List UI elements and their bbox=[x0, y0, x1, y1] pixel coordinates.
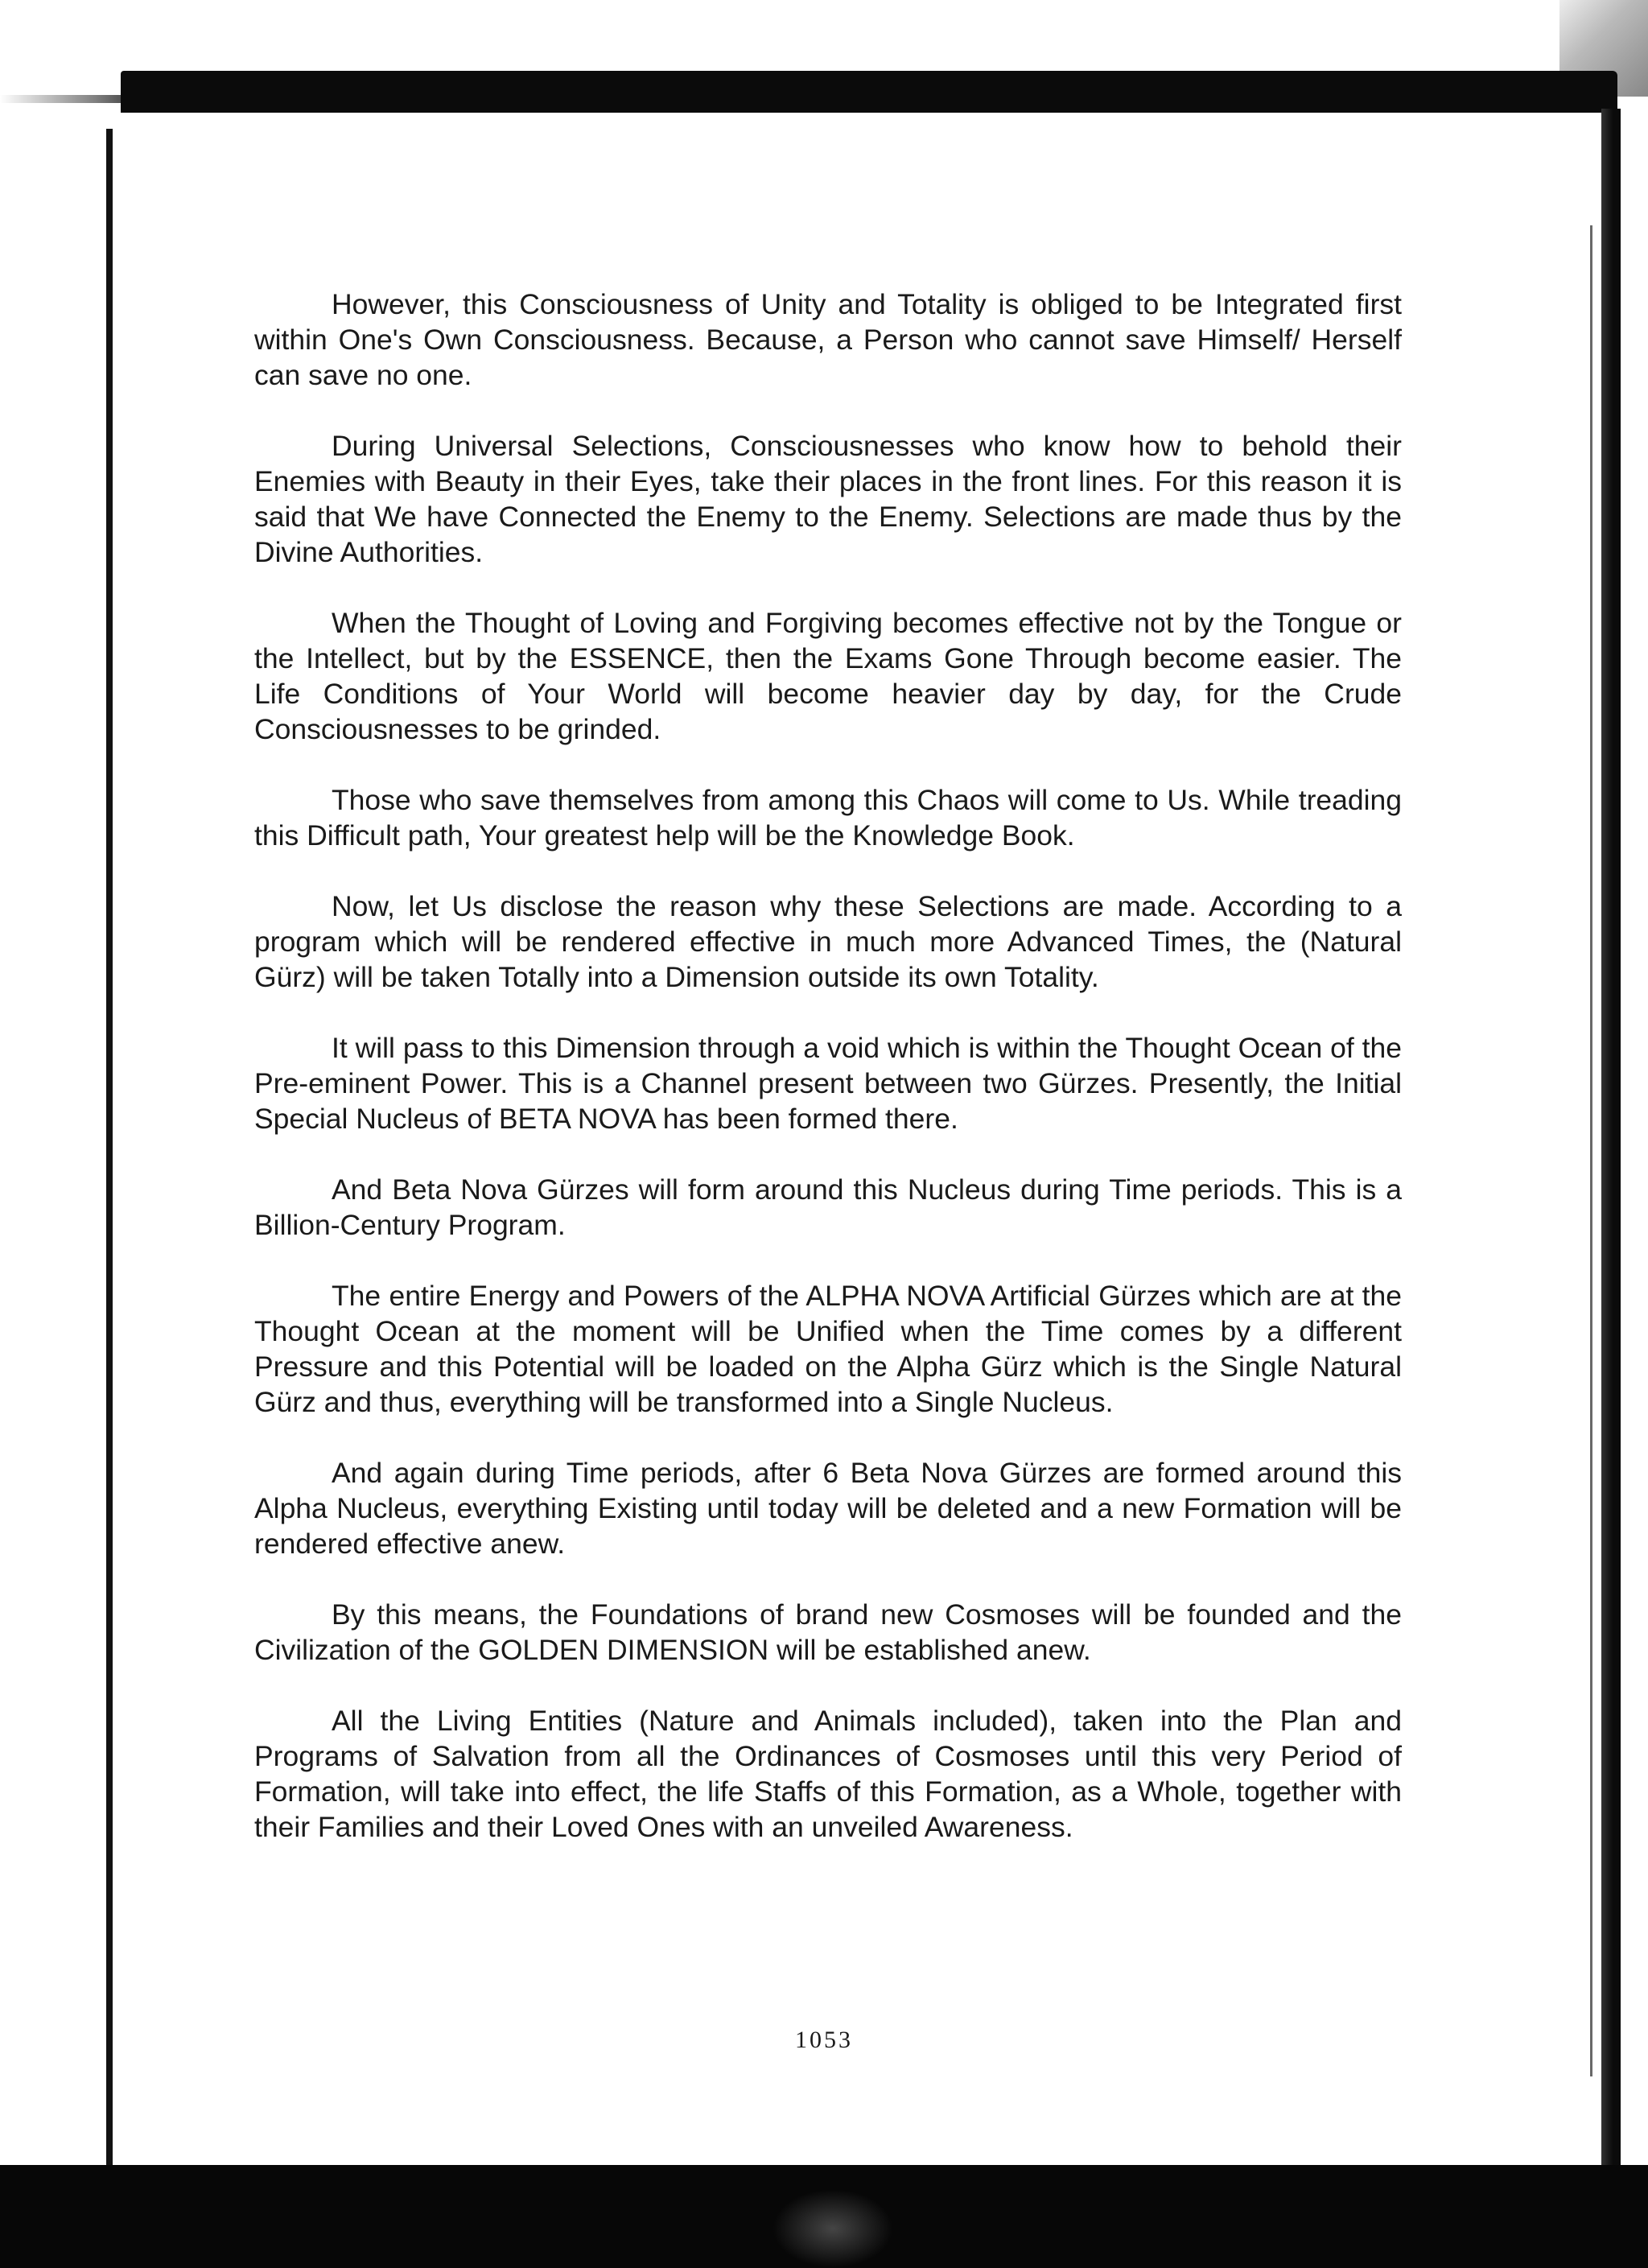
scan-bottom-smudge bbox=[772, 2189, 893, 2268]
paragraph-2: During Universal Selections, Consciousnesses who know how to behold their Enemies with Beauty in their Eyes, take their places in the front lines. For this reason it is said that We have Connected the Enemy to the Enemy. Selections are made thus by the Divine Authorities. bbox=[254, 430, 1402, 568]
paragraph-7: And Beta Nova Gürzes will form around this Nucleus during Time periods. This is a Billion-Century Program. bbox=[254, 1173, 1402, 1241]
paragraph-4: Those who save themselves from among this Chaos will come to Us. While treading this Difficult path, Your greatest help will be the Knowledge Book. bbox=[254, 784, 1402, 852]
paragraph-8: The entire Energy and Powers of the ALPHA NOVA Artificial Gürzes which are at the Thought Ocean at the moment will be Unified when the Time comes by a different Pressure and this Potential will be loaded on the Alpha Gürz which is the Single Natural Gürz and thus, everything will be transformed into a Single Nucleus. bbox=[254, 1280, 1402, 1418]
scan-left-border bbox=[106, 129, 113, 2173]
paragraph-9: And again during Time periods, after 6 Beta Nova Gürzes are formed around this Alpha Nucleus, everything Existing until today will be deleted and a new Formation will be rendered effective anew. bbox=[254, 1457, 1402, 1560]
paragraph-10: By this means, the Foundations of brand new Cosmoses will be founded and the Civilization of the GOLDEN DIMENSION will be established anew. bbox=[254, 1598, 1402, 1666]
paragraph-3: When the Thought of Loving and Forgiving becomes effective not by the Tongue or the Intellect, but by the ESSENCE, then the Exams Gone Through become easier. The Life Conditions of Your World will become heavier day by day, for the Crude Consciousnesses to be grinded. bbox=[254, 607, 1402, 745]
paragraph-6: It will pass to this Dimension through a void which is within the Thought Ocean of the Pre-eminent Power. This is a Channel present between two Gürzes. Presently, the Initial Special Nucleus of BETA NOVA has been formed there. bbox=[254, 1032, 1402, 1135]
paragraph-1: However, this Consciousness of Unity and Totality is obliged to be Integrated first within One's Own Consciousness. Because, a Person who cannot save Himself/ Herself can save no one. bbox=[254, 288, 1402, 391]
scan-top-border bbox=[121, 71, 1617, 113]
paragraph-11: All the Living Entities (Nature and Animals included), taken into the Plan and Programs of Salvation from all the Ordinances of Cosmoses until this very Period of Formation, will take into effect, the life Staffs of this Formation, as a Whole, together with their Families and their Loved Ones with an unveiled Awareness. bbox=[254, 1705, 1402, 1843]
page-number: 1053 bbox=[795, 2027, 853, 2053]
paragraph-5: Now, let Us disclose the reason why these Selections are made. According to a program which will be rendered effective in much more Advanced Times, the (Natural Gürz) will be taken Totally into a Dimension outside its own Totality. bbox=[254, 890, 1402, 993]
scan-right-thin-line bbox=[1590, 225, 1592, 2076]
scan-right-border bbox=[1601, 109, 1621, 2169]
page-body bbox=[254, 287, 1402, 1880]
